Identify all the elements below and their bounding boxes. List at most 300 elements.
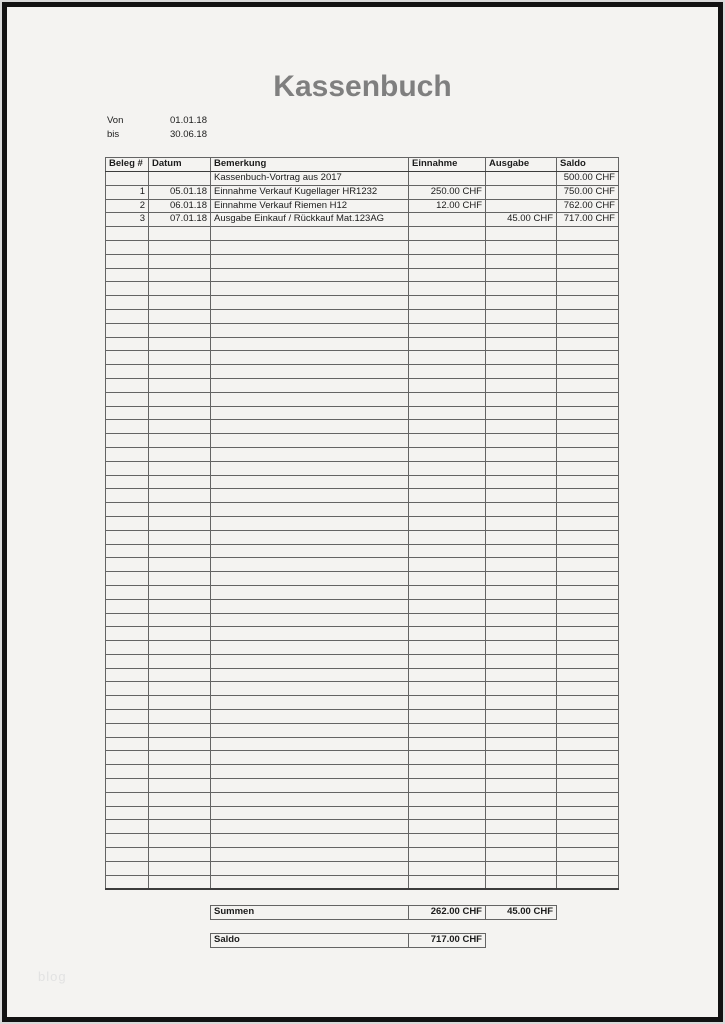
cell-bemerkung [211,282,409,296]
cell-saldo [557,834,619,848]
cell-beleg [106,696,149,710]
cell-einnahme [409,378,486,392]
table-row [106,516,619,530]
table-row [106,627,619,641]
cell-beleg [106,337,149,351]
table-row [106,378,619,392]
cell-ausgabe [486,779,557,793]
saldo-value: 717.00 CHF [409,934,486,948]
column-header-beleg: Beleg # [106,158,149,172]
cell-datum [149,710,211,724]
cell-bemerkung: Einnahme Verkauf Kugellager HR1232 [211,185,409,199]
cell-bemerkung [211,682,409,696]
cell-ausgabe [486,585,557,599]
cell-datum [149,696,211,710]
table-row [106,654,619,668]
cell-beleg [106,572,149,586]
cell-datum [149,641,211,655]
cell-bemerkung [211,420,409,434]
cell-datum [149,309,211,323]
table-row [106,503,619,517]
cell-datum [149,323,211,337]
period-block [107,116,207,140]
cell-bemerkung [211,613,409,627]
cell-datum [149,489,211,503]
totals-summen-row [211,906,557,920]
table-row [106,599,619,613]
cell-beleg [106,296,149,310]
ledger-header-row [106,158,619,172]
cell-beleg [106,558,149,572]
period-to-label: bis [107,129,120,140]
ledger-body [106,172,619,890]
cell-beleg [106,710,149,724]
cell-datum [149,447,211,461]
cell-datum [149,765,211,779]
cell-saldo [557,489,619,503]
cell-beleg [106,654,149,668]
cell-einnahme [409,323,486,337]
cell-beleg [106,489,149,503]
cell-bemerkung [211,309,409,323]
cell-beleg [106,365,149,379]
column-header-saldo: Saldo [557,158,619,172]
cell-einnahme [409,503,486,517]
cell-ausgabe [486,475,557,489]
cell-beleg [106,723,149,737]
cell-saldo: 500.00 CHF [557,172,619,186]
cell-datum [149,337,211,351]
cell-datum [149,558,211,572]
cell-einnahme [409,544,486,558]
cell-bemerkung [211,254,409,268]
cell-bemerkung [211,240,409,254]
cell-ausgabe [486,296,557,310]
cell-einnahme [409,627,486,641]
table-row [106,848,619,862]
table-row [106,820,619,834]
cell-einnahme [409,406,486,420]
table-row [106,461,619,475]
cell-einnahme [409,572,486,586]
ledger-table [105,157,619,890]
cell-ausgabe [486,530,557,544]
cell-beleg [106,420,149,434]
cell-datum [149,861,211,875]
cell-ausgabe [486,723,557,737]
cell-beleg [106,751,149,765]
cell-ausgabe [486,489,557,503]
cell-ausgabe [486,627,557,641]
cell-saldo [557,503,619,517]
cell-saldo [557,268,619,282]
cell-bemerkung [211,337,409,351]
table-row [106,365,619,379]
cell-datum [149,806,211,820]
summen-label: Summen [211,906,409,920]
cell-datum [149,406,211,420]
cell-saldo [557,337,619,351]
cell-ausgabe [486,875,557,889]
cell-einnahme [409,447,486,461]
saldo-label: Saldo [211,934,409,948]
cell-bemerkung [211,268,409,282]
cell-bemerkung [211,654,409,668]
page-title: Kassenbuch [273,70,452,103]
cell-einnahme [409,434,486,448]
cell-beleg [106,792,149,806]
cell-beleg [106,461,149,475]
cell-beleg [106,765,149,779]
table-row [106,282,619,296]
column-header-einnahme: Einnahme [409,158,486,172]
cell-einnahme [409,254,486,268]
cell-ausgabe [486,172,557,186]
table-row [106,710,619,724]
cell-saldo [557,530,619,544]
cell-beleg [106,875,149,889]
cell-einnahme [409,296,486,310]
cell-bemerkung [211,737,409,751]
table-row [106,682,619,696]
cell-beleg [106,434,149,448]
cell-ausgabe [486,599,557,613]
cell-beleg [106,585,149,599]
cell-beleg [106,641,149,655]
cell-beleg [106,848,149,862]
cell-saldo [557,447,619,461]
table-row [106,558,619,572]
cell-bemerkung [211,848,409,862]
cell-einnahme [409,696,486,710]
table-row [106,309,619,323]
cell-saldo [557,875,619,889]
cell-saldo [557,227,619,241]
cell-datum [149,240,211,254]
cell-datum [149,530,211,544]
cell-einnahme [409,213,486,227]
cell-bemerkung [211,792,409,806]
cell-saldo [557,806,619,820]
cell-bemerkung [211,558,409,572]
cell-bemerkung [211,834,409,848]
cell-datum [149,599,211,613]
cell-ausgabe [486,282,557,296]
cell-ausgabe [486,558,557,572]
cell-einnahme: 250.00 CHF [409,185,486,199]
cell-ausgabe [486,765,557,779]
cell-ausgabe [486,240,557,254]
cell-saldo [557,392,619,406]
cell-ausgabe [486,185,557,199]
cell-beleg [106,282,149,296]
cell-bemerkung [211,875,409,889]
table-row [106,572,619,586]
cell-datum [149,848,211,862]
cell-beleg [106,530,149,544]
cell-bemerkung [211,710,409,724]
cell-einnahme [409,654,486,668]
table-row [106,172,619,186]
cell-ausgabe [486,682,557,696]
cell-ausgabe [486,406,557,420]
table-row [106,323,619,337]
cell-einnahme [409,282,486,296]
table-row [106,530,619,544]
cell-ausgabe [486,820,557,834]
cell-einnahme [409,792,486,806]
cell-bemerkung [211,489,409,503]
cell-datum [149,351,211,365]
cell-einnahme [409,585,486,599]
cell-saldo [557,461,619,475]
cell-einnahme: 12.00 CHF [409,199,486,213]
cell-saldo: 762.00 CHF [557,199,619,213]
cell-bemerkung [211,806,409,820]
cell-datum: 06.01.18 [149,199,211,213]
table-row [106,875,619,889]
cell-datum [149,585,211,599]
summen-ausgabe-value: 45.00 CHF [486,906,557,920]
cell-datum [149,572,211,586]
cell-saldo [557,309,619,323]
table-row [106,254,619,268]
cell-beleg [106,682,149,696]
cell-ausgabe [486,254,557,268]
table-row [106,351,619,365]
cell-datum [149,751,211,765]
cell-saldo [557,613,619,627]
table-row [106,737,619,751]
cell-ausgabe [486,544,557,558]
cell-bemerkung [211,820,409,834]
cell-beleg [106,544,149,558]
table-row [106,420,619,434]
cell-bemerkung [211,668,409,682]
cell-datum [149,392,211,406]
cell-datum [149,820,211,834]
cell-einnahme [409,420,486,434]
cell-einnahme [409,682,486,696]
cell-saldo [557,420,619,434]
cell-ausgabe [486,434,557,448]
cell-bemerkung [211,627,409,641]
table-row [106,447,619,461]
cell-datum [149,503,211,517]
cell-bemerkung: Ausgabe Einkauf / Rückkauf Mat.123AG [211,213,409,227]
table-row [106,613,619,627]
cell-saldo [557,723,619,737]
cell-datum [149,254,211,268]
cell-saldo [557,696,619,710]
cell-datum [149,779,211,793]
cell-ausgabe [486,516,557,530]
cell-bemerkung [211,723,409,737]
cell-datum [149,875,211,889]
cell-datum [149,268,211,282]
cell-bemerkung [211,599,409,613]
cell-saldo [557,572,619,586]
cell-datum [149,516,211,530]
cell-ausgabe [486,654,557,668]
cell-bemerkung [211,351,409,365]
cell-ausgabe [486,792,557,806]
cell-ausgabe [486,737,557,751]
cell-datum [149,420,211,434]
cell-beleg [106,378,149,392]
cell-einnahme [409,765,486,779]
cell-beleg [106,503,149,517]
cell-ausgabe [486,309,557,323]
cell-einnahme [409,875,486,889]
cell-saldo [557,641,619,655]
cell-saldo [557,516,619,530]
totals-saldo-row [211,934,486,948]
cell-beleg [106,351,149,365]
table-row [106,296,619,310]
cell-beleg [106,240,149,254]
summen-einnahme-value: 262.00 CHF [409,906,486,920]
cell-beleg [106,779,149,793]
period-from-value: 01.01.18 [170,115,207,126]
table-row [106,392,619,406]
cell-datum [149,365,211,379]
table-row [106,834,619,848]
table-row [106,185,619,199]
cell-datum [149,627,211,641]
cell-saldo [557,779,619,793]
cell-beleg [106,599,149,613]
table-row [106,696,619,710]
cell-einnahme [409,806,486,820]
cell-einnahme [409,309,486,323]
table-row [106,792,619,806]
cell-einnahme [409,861,486,875]
cell-saldo [557,599,619,613]
cell-einnahme [409,834,486,848]
cell-ausgabe [486,710,557,724]
document-page [2,2,723,1022]
cell-saldo [557,820,619,834]
cell-bemerkung [211,516,409,530]
cell-datum [149,654,211,668]
cell-beleg: 3 [106,213,149,227]
cell-einnahme [409,227,486,241]
cell-datum [149,296,211,310]
cell-datum [149,282,211,296]
cell-ausgabe [486,447,557,461]
cell-bemerkung [211,572,409,586]
cell-einnahme [409,820,486,834]
cell-beleg [106,627,149,641]
cell-saldo [557,751,619,765]
cell-ausgabe [486,268,557,282]
cell-datum: 07.01.18 [149,213,211,227]
column-header-ausgabe: Ausgabe [486,158,557,172]
table-row [106,585,619,599]
cell-saldo [557,682,619,696]
totals-summen-table [210,905,557,920]
cell-saldo [557,282,619,296]
cell-saldo [557,558,619,572]
cell-einnahme [409,461,486,475]
cell-einnahme [409,516,486,530]
cell-saldo [557,351,619,365]
cell-einnahme [409,710,486,724]
table-row [106,213,619,227]
cell-beleg [106,861,149,875]
cell-beleg [106,475,149,489]
cell-ausgabe [486,378,557,392]
cell-einnahme [409,240,486,254]
cell-bemerkung [211,641,409,655]
cell-saldo [557,848,619,862]
cell-beleg [106,323,149,337]
cell-ausgabe [486,861,557,875]
cell-datum [149,834,211,848]
cell-datum: 05.01.18 [149,185,211,199]
cell-bemerkung [211,365,409,379]
cell-einnahme [409,613,486,627]
watermark-text: blog [38,969,67,984]
table-row [106,723,619,737]
cell-saldo [557,365,619,379]
cell-ausgabe [486,503,557,517]
table-row [106,779,619,793]
cell-datum [149,792,211,806]
cell-bemerkung [211,696,409,710]
cell-saldo [557,406,619,420]
cell-saldo [557,710,619,724]
cell-bemerkung [211,765,409,779]
table-row [106,806,619,820]
table-row [106,751,619,765]
cell-datum [149,544,211,558]
cell-beleg [106,516,149,530]
cell-bemerkung [211,434,409,448]
cell-einnahme [409,668,486,682]
cell-datum [149,461,211,475]
cell-beleg [106,806,149,820]
cell-ausgabe [486,420,557,434]
cell-einnahme [409,475,486,489]
cell-saldo: 717.00 CHF [557,213,619,227]
cell-saldo [557,254,619,268]
cell-beleg [106,172,149,186]
table-row [106,544,619,558]
cell-ausgabe [486,806,557,820]
cell-bemerkung [211,447,409,461]
cell-saldo [557,544,619,558]
cell-einnahme [409,351,486,365]
table-row [106,227,619,241]
cell-beleg [106,406,149,420]
cell-datum [149,723,211,737]
cell-einnahme [409,337,486,351]
table-row [106,861,619,875]
cell-ausgabe [486,751,557,765]
cell-ausgabe [486,227,557,241]
table-row [106,765,619,779]
table-row [106,668,619,682]
cell-bemerkung: Einnahme Verkauf Riemen H12 [211,199,409,213]
cell-ausgabe [486,337,557,351]
cell-bemerkung [211,227,409,241]
cell-saldo [557,240,619,254]
table-row [106,240,619,254]
cell-ausgabe [486,365,557,379]
cell-saldo [557,378,619,392]
